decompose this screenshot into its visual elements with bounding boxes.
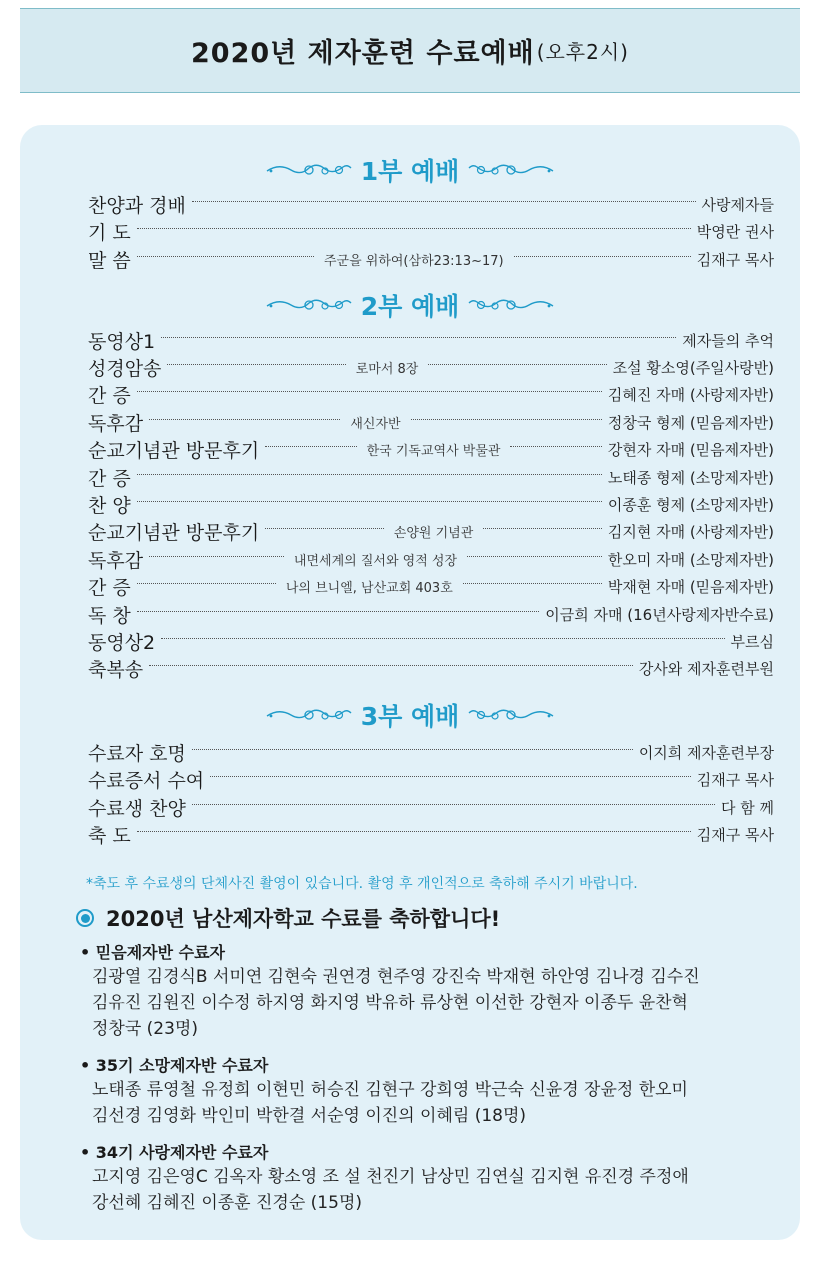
program-item-presenter: 노태종 형제 (소망제자반) bbox=[607, 468, 774, 487]
program-row bbox=[88, 491, 774, 517]
names-line: 김유진 김원진 이수정 하지영 화지영 박유하 류상현 이선한 강현자 이종두 윤찬혁 bbox=[92, 993, 688, 1013]
program-item-presenter: 김재구 목사 bbox=[696, 771, 774, 789]
program-item-presenter: 이금희 자매 (16년사랑제자반수료) bbox=[545, 605, 774, 624]
photo-note: *축도 후 수료생의 단체사진 촬영이 있습니다. 촬영 후 개인적으로 축하해 주시기 바랍니다. bbox=[86, 876, 638, 892]
section-3-title: 3부 예배 bbox=[360, 702, 460, 731]
section-1-header bbox=[20, 152, 800, 188]
dot-leader bbox=[192, 749, 633, 750]
program-item-label: 순교기념관 방문후기 bbox=[88, 522, 260, 545]
program-item-detail: 로마서 8장 bbox=[355, 361, 419, 377]
dot-leader bbox=[467, 556, 602, 557]
dot-leader bbox=[510, 446, 601, 447]
program-row bbox=[88, 739, 774, 765]
program-row bbox=[88, 656, 774, 682]
program-item-label: 간 증 bbox=[88, 385, 131, 408]
dot-leader bbox=[137, 831, 691, 832]
program-item-label: 수료증서 수여 bbox=[88, 770, 205, 792]
program-item-label: 말 씀 bbox=[88, 249, 131, 272]
program-item-detail: 주군을 위하여(삼하23:13~17) bbox=[323, 253, 504, 269]
program-item-label: 찬양과 경배 bbox=[88, 194, 186, 217]
program-row bbox=[88, 382, 774, 408]
dot-leader bbox=[483, 528, 602, 529]
section-2-title: 2부 예배 bbox=[360, 292, 460, 321]
program-item-detail: 새신자반 bbox=[350, 416, 401, 432]
dot-leader bbox=[192, 201, 696, 202]
right-ornament-icon bbox=[467, 293, 555, 317]
program-item-presenter: 조설 황소영(주일사랑반) bbox=[612, 358, 774, 377]
program-row bbox=[88, 767, 774, 793]
program-item-presenter: 정창국 형제 (믿음제자반) bbox=[607, 413, 775, 432]
header-band bbox=[20, 8, 800, 93]
program-row bbox=[88, 519, 774, 545]
program-item-label: 축복송 bbox=[88, 659, 144, 682]
program-item-detail: 내면세계의 질서와 영적 성장 bbox=[293, 553, 457, 569]
names-line: 김선경 김영화 박인미 박한결 서순영 이진의 이혜림 (18명) bbox=[92, 1106, 527, 1126]
program-item-label: 간 증 bbox=[88, 577, 131, 600]
dot-leader bbox=[137, 228, 691, 229]
program-item-label: 기 도 bbox=[88, 222, 131, 244]
page-subtitle: (오후2시) bbox=[536, 40, 629, 64]
congrats-line bbox=[76, 903, 500, 933]
group-title: • 믿음제자반 수료자 bbox=[80, 943, 226, 962]
left-ornament-icon bbox=[265, 158, 353, 182]
dot-leader bbox=[514, 256, 691, 257]
program-item-label: 독후감 bbox=[88, 549, 144, 572]
dot-leader bbox=[137, 256, 314, 257]
program-item-label: 축 도 bbox=[88, 825, 131, 847]
program-row bbox=[88, 628, 774, 654]
program-item-label: 수료생 찬양 bbox=[88, 797, 186, 820]
dot-leader bbox=[149, 419, 340, 420]
names-line: 김광열 김경식B 서미연 김현숙 권연경 현주영 강진숙 박재현 하안영 김나경 김수진 bbox=[92, 967, 700, 987]
names-line: 강선혜 김혜진 이종훈 진경순 (15명) bbox=[92, 1193, 362, 1213]
congrats-text: 2020년 남산제자학교 수료를 축하합니다! bbox=[106, 907, 501, 931]
program-item-label: 수료자 호명 bbox=[88, 742, 186, 765]
program-item-detail: 나의 브니엘, 남산교회 403호 bbox=[285, 581, 453, 597]
program-item-label: 동영상2 bbox=[88, 631, 156, 654]
names-line: 정창국 (23명) bbox=[92, 1019, 198, 1039]
program-row bbox=[88, 191, 774, 217]
dot-leader bbox=[463, 583, 602, 584]
dot-leader bbox=[149, 665, 633, 666]
program-row bbox=[88, 794, 774, 820]
dot-leader bbox=[265, 446, 356, 447]
dot-leader bbox=[265, 528, 384, 529]
program-row bbox=[88, 464, 774, 490]
dot-leader bbox=[192, 804, 715, 805]
program-item-detail: 한국 기독교역사 박물관 bbox=[366, 444, 501, 460]
section-2-header bbox=[20, 287, 800, 323]
program-item-label: 순교기념관 방문후기 bbox=[88, 440, 260, 463]
dot-leader bbox=[428, 364, 606, 365]
right-ornament-icon bbox=[467, 703, 555, 727]
program-item-presenter: 이종훈 형제 (소망제자반) bbox=[607, 495, 774, 514]
program-item-presenter: 박재현 자매 (믿음제자반) bbox=[607, 578, 774, 597]
right-ornament-icon bbox=[467, 158, 555, 182]
names-line: 고지영 김은영C 김옥자 황소영 조 설 천진기 남상민 김연실 김지현 유진경 주정애 bbox=[92, 1167, 689, 1187]
program-row bbox=[88, 822, 774, 848]
program-item-presenter: 강사와 제자훈련부원 bbox=[638, 660, 774, 679]
program-item-presenter: 강현자 자매 (믿음제자반) bbox=[607, 441, 774, 460]
program-row bbox=[88, 219, 774, 245]
program-item-presenter: 김혜진 자매 (사랑제자반) bbox=[607, 386, 774, 405]
program-row bbox=[88, 327, 774, 353]
dot-leader bbox=[167, 364, 345, 365]
page-title: 2020년 제자훈련 수료예배 bbox=[191, 38, 535, 69]
program-item-label: 독 창 bbox=[88, 604, 131, 627]
program-item-presenter: 제자들의 추억 bbox=[682, 331, 774, 350]
program-item-label: 독후감 bbox=[88, 412, 144, 435]
program-item-label: 동영상1 bbox=[88, 330, 156, 353]
program-row bbox=[88, 354, 774, 380]
program-item-presenter: 김지현 자매 (사랑제자반) bbox=[607, 523, 774, 542]
program-item-presenter: 한오미 자매 (소망제자반) bbox=[607, 550, 774, 569]
dot-leader bbox=[149, 556, 284, 557]
dot-leader bbox=[137, 583, 276, 584]
dot-leader bbox=[137, 391, 602, 392]
group-title: • 34기 사랑제자반 수료자 bbox=[80, 1143, 269, 1162]
program-item-presenter: 김재구 목사 bbox=[696, 826, 774, 844]
dot-leader bbox=[137, 611, 540, 612]
program-item-label: 찬 양 bbox=[88, 494, 131, 517]
dot-leader bbox=[161, 638, 724, 639]
program-row bbox=[88, 574, 774, 600]
program-row bbox=[88, 546, 774, 572]
program-item-presenter: 이지희 제자훈련부장 bbox=[638, 743, 774, 762]
program-row bbox=[88, 437, 774, 463]
dot-leader bbox=[137, 474, 602, 475]
group-title: • 35기 소망제자반 수료자 bbox=[80, 1056, 269, 1075]
program-item-label: 간 증 bbox=[88, 467, 131, 490]
bullet-circle-icon bbox=[76, 909, 94, 927]
program-item-detail: 손양원 기념관 bbox=[393, 526, 474, 542]
program-item-presenter: 부르심 bbox=[730, 632, 774, 651]
program-item-presenter: 다 함 께 bbox=[720, 798, 774, 817]
dot-leader bbox=[137, 501, 602, 502]
program-row bbox=[88, 601, 774, 627]
dot-leader bbox=[161, 337, 676, 338]
section-1-title: 1부 예배 bbox=[360, 157, 460, 186]
section-3-header bbox=[20, 697, 800, 733]
program-row bbox=[88, 409, 774, 435]
names-line: 노태종 류영철 유정희 이현민 허승진 김현구 강희영 박근숙 신윤경 장윤정 한오미 bbox=[92, 1080, 688, 1100]
program-item-presenter: 사랑제자들 bbox=[701, 195, 774, 214]
program-item-label: 성경암송 bbox=[88, 357, 162, 380]
program-row bbox=[88, 246, 774, 272]
left-ornament-icon bbox=[265, 293, 353, 317]
program-item-presenter: 김재구 목사 bbox=[696, 250, 775, 269]
dot-leader bbox=[210, 776, 691, 777]
dot-leader bbox=[411, 419, 602, 420]
program-item-presenter: 박영란 권사 bbox=[696, 223, 774, 241]
left-ornament-icon bbox=[265, 703, 353, 727]
